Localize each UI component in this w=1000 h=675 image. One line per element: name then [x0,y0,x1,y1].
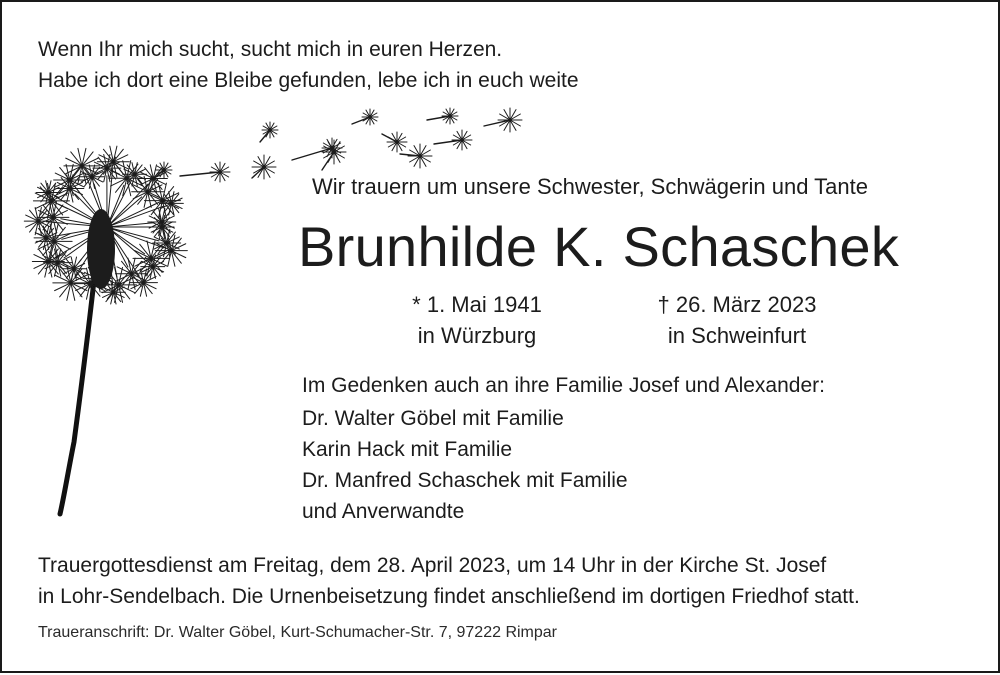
poem-line: Wenn Ihr mich sucht, sucht mich in euren Herzen. [38,34,579,65]
poem [38,34,579,96]
mourners-heading: Im Gedenken auch an ihre Familie Josef und Alexander: [302,370,825,401]
death-date: † 26. März 2023 [617,289,857,320]
birth-info [402,289,552,351]
flying-seeds [152,108,522,182]
service-line: in Lohr-Sendelbach. Die Urnenbeisetzung findet anschließend im dortigen Friedhof statt. [38,581,860,612]
mourner-entry: Dr. Manfred Schaschek mit Familie [302,465,825,496]
dandelion-head [24,146,187,304]
mourner-entry: Dr. Walter Göbel mit Familie [302,403,825,434]
mourning-address: Traueranschrift: Dr. Walter Göbel, Kurt-Schumacher-Str. 7, 97222 Rimpar [38,624,557,642]
funeral-service-info [38,550,860,612]
death-info [617,289,857,351]
birth-place: in Würzburg [402,320,552,351]
death-place: in Schweinfurt [617,320,857,351]
dandelion-stem [60,234,99,514]
poem-line: Habe ich dort eine Bleibe gefunden, lebe ich in euch weite [38,65,579,96]
deceased-name: Brunhilde K. Schaschek [298,214,899,279]
mourners-block [302,370,825,527]
mourning-intro: Wir trauern um unsere Schwester, Schwägerin und Tante [312,174,868,200]
mourner-entry: und Anverwandte [302,496,825,527]
mourner-entry: Karin Hack mit Familie [302,434,825,465]
service-line: Trauergottesdienst am Freitag, dem 28. April 2023, um 14 Uhr in der Kirche St. Josef [38,550,860,581]
birth-date: * 1. Mai 1941 [402,289,552,320]
